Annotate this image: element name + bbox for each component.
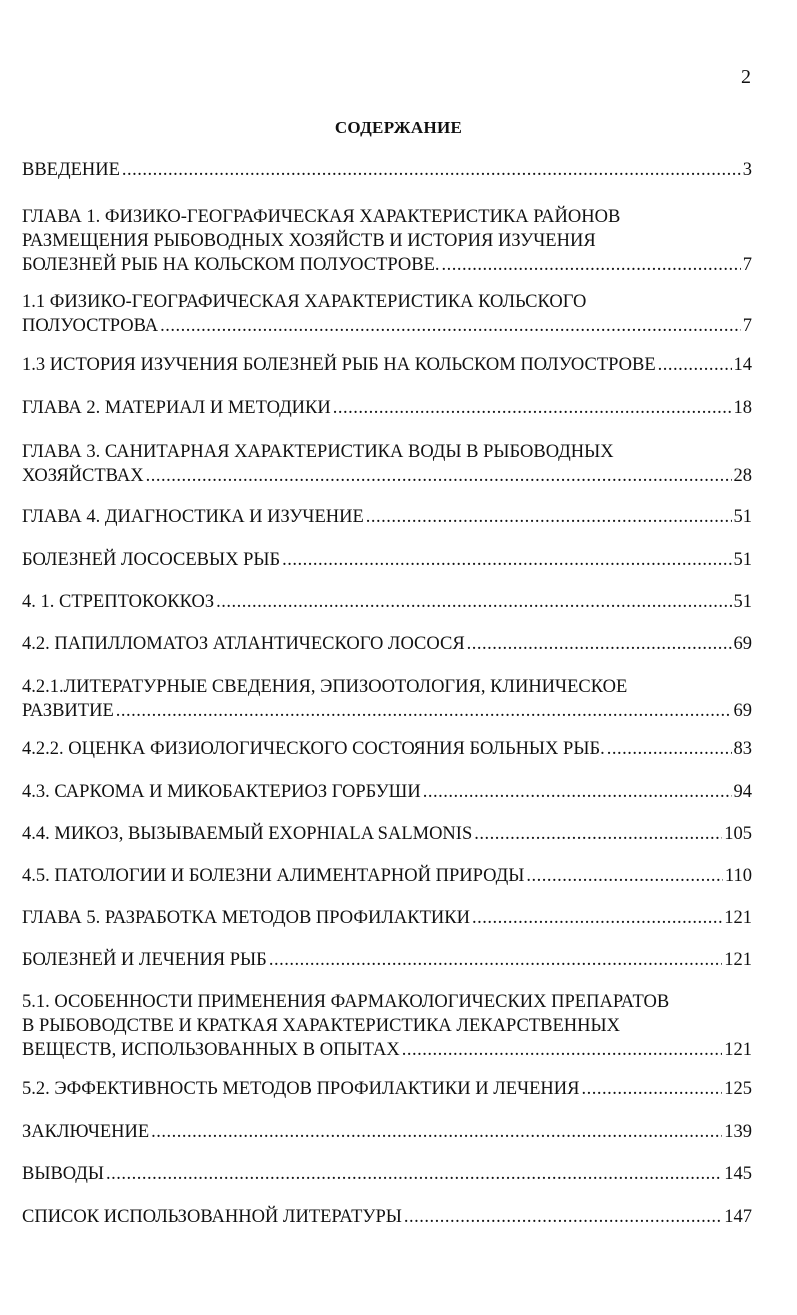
toc-entry <box>22 906 752 930</box>
toc-entry-page: 139 <box>724 1122 752 1142</box>
dot-leader <box>442 253 741 277</box>
toc-entry <box>22 990 752 1062</box>
toc-entry-row <box>22 906 752 930</box>
toc-entry-page: 14 <box>733 355 752 375</box>
toc-entry-label: БОЛЕЗНЕЙ И ЛЕЧЕНИЯ РЫБ <box>22 950 267 970</box>
dot-leader <box>333 396 732 420</box>
toc-entry-line: 1.1 ФИЗИКО-ГЕОГРАФИЧЕСКАЯ ХАРАКТЕРИСТИКА КОЛЬСКОГО <box>22 292 587 312</box>
toc-entry-row <box>22 314 752 338</box>
toc-entry <box>22 505 752 529</box>
toc-entry-row <box>22 158 752 182</box>
toc-entry-page: 51 <box>733 592 752 612</box>
toc-entry-page: 145 <box>724 1164 752 1184</box>
toc-entry-label: ГЛАВА 4. ДИАГНОСТИКА И ИЗУЧЕНИЕ <box>22 507 364 527</box>
dot-leader <box>423 780 732 804</box>
dot-leader <box>607 737 732 761</box>
toc-entry-row <box>22 864 752 888</box>
toc-entry-label: 4.2. ПАПИЛЛОМАТОЗ АТЛАНТИЧЕСКОГО ЛОСОСЯ <box>22 634 465 654</box>
toc-entry-label: 4.4. МИКОЗ, ВЫЗЫВАЕМЫЙ EXOPHIALA SALMONIS <box>22 824 473 844</box>
toc-entry-row <box>22 737 752 761</box>
toc-entry-row <box>22 948 752 972</box>
dot-leader <box>269 948 722 972</box>
toc-entry-line: ГЛАВА 3. САНИТАРНАЯ ХАРАКТЕРИСТИКА ВОДЫ В РЫБОВОДНЫХ <box>22 442 614 462</box>
toc-entry-label: ГЛАВА 5. РАЗРАБОТКА МЕТОДОВ ПРОФИЛАКТИКИ <box>22 908 470 928</box>
toc-entry-line: 4.2.1.ЛИТЕРАТУРНЫЕ СВЕДЕНИЯ, ЭПИЗООТОЛОГИЯ, КЛИНИЧЕСКОЕ <box>22 677 628 697</box>
toc-entry <box>22 1162 752 1186</box>
toc-entry <box>22 780 752 804</box>
toc-entry <box>22 590 752 614</box>
toc-entry-row <box>22 780 752 804</box>
toc-entry-label: СПИСОК ИСПОЛЬЗОВАННОЙ ЛИТЕРАТУРЫ <box>22 1207 402 1227</box>
toc-entry-row <box>22 548 752 572</box>
toc-entry-page: 51 <box>733 507 752 527</box>
toc-entry <box>22 675 752 723</box>
dot-leader <box>474 822 722 846</box>
dot-leader <box>116 699 732 723</box>
toc-entry-row <box>22 632 752 656</box>
toc-entry-row <box>22 1162 752 1186</box>
toc-entry <box>22 440 752 488</box>
dot-leader <box>658 353 732 377</box>
toc-entry-page: 51 <box>733 550 752 570</box>
toc-entry-row <box>22 253 752 277</box>
toc-entry <box>22 737 752 761</box>
toc-entry <box>22 290 752 338</box>
toc-entry-page: 125 <box>724 1079 752 1099</box>
toc-entry <box>22 822 752 846</box>
toc-entry-page: 28 <box>733 466 752 486</box>
toc-entry-row <box>22 590 752 614</box>
toc-entry <box>22 948 752 972</box>
toc-entry-row <box>22 505 752 529</box>
toc-entry-page: 7 <box>742 316 752 336</box>
toc-entry-label: ГЛАВА 2. МАТЕРИАЛ И МЕТОДИКИ <box>22 398 331 418</box>
toc-entry-page: 83 <box>733 739 752 759</box>
toc-entry-label: БОЛЕЗНЕЙ ЛОСОСЕВЫХ РЫБ <box>22 550 281 570</box>
toc-entry-page: 7 <box>742 255 752 275</box>
toc-entry-page: 94 <box>733 782 752 802</box>
toc-entry-line: ГЛАВА 1. ФИЗИКО-ГЕОГРАФИЧЕСКАЯ ХАРАКТЕРИСТИКА РАЙОНОВ <box>22 207 621 227</box>
toc-entry-label: РАЗВИТИЕ <box>22 701 114 721</box>
toc-entry <box>22 205 752 277</box>
dot-leader <box>402 1038 723 1062</box>
toc-entry-row <box>22 1120 752 1144</box>
toc-entry-label: ВЕЩЕСТВ, ИСПОЛЬЗОВАННЫХ В ОПЫТАХ <box>22 1040 400 1060</box>
toc-entry-label: 4.3. САРКОМА И МИКОБАКТЕРИОЗ ГОРБУШИ <box>22 782 421 802</box>
toc-entry-line: В РЫБОВОДСТВЕ И КРАТКАЯ ХАРАКТЕРИСТИКА ЛЕКАРСТВЕННЫХ <box>22 1016 620 1036</box>
dot-leader <box>160 314 741 338</box>
toc-entry-label: 4.5. ПАТОЛОГИИ И БОЛЕЗНИ АЛИМЕНТАРНОЙ ПРИРОДЫ <box>22 866 525 886</box>
toc-entry-label: ВЫВОДЫ <box>22 1164 105 1184</box>
toc-entry <box>22 632 752 656</box>
dot-leader <box>122 158 741 182</box>
toc-entry-row <box>22 1038 752 1062</box>
dot-leader <box>146 464 732 488</box>
toc-entry-label: ХОЗЯЙСТВАХ <box>22 466 144 486</box>
dot-leader <box>581 1077 722 1101</box>
toc-entry-label: 4.2.2. ОЦЕНКА ФИЗИОЛОГИЧЕСКОГО СОСТОЯНИЯ БОЛЬНЫХ РЫБ. <box>22 739 605 759</box>
toc-entry-row <box>22 1077 752 1101</box>
toc-entry-label: 1.3 ИСТОРИЯ ИЗУЧЕНИЯ БОЛЕЗНЕЙ РЫБ НА КОЛЬСКОМ ПОЛУОСТРОВЕ <box>22 355 656 375</box>
toc-entry-row <box>22 1205 752 1229</box>
toc-entry <box>22 158 752 182</box>
toc-entry-page: 69 <box>733 701 752 721</box>
toc-entry-row <box>22 822 752 846</box>
dot-leader <box>151 1120 722 1144</box>
toc-entry <box>22 548 752 572</box>
toc-entry-label: 4. 1. СТРЕПТОКОККОЗ <box>22 592 215 612</box>
dot-leader <box>282 548 731 572</box>
toc-entry-label: ЗАКЛЮЧЕНИЕ <box>22 1122 150 1142</box>
toc-entry-label: 5.2. ЭФФЕКТИВНОСТЬ МЕТОДОВ ПРОФИЛАКТИКИ И ЛЕЧЕНИЯ <box>22 1079 580 1099</box>
dot-leader <box>526 864 723 888</box>
dot-leader <box>216 590 731 614</box>
dot-leader <box>106 1162 722 1186</box>
toc-entry <box>22 1120 752 1144</box>
toc-entry-row <box>22 464 752 488</box>
toc-entry-page: 121 <box>724 908 752 928</box>
page-number: 2 <box>741 66 751 88</box>
toc-entry <box>22 396 752 420</box>
toc-entry-row <box>22 396 752 420</box>
toc-entry <box>22 1077 752 1101</box>
toc-entry-page: 121 <box>724 1040 752 1060</box>
toc-entry-page: 3 <box>742 160 752 180</box>
toc-entry <box>22 864 752 888</box>
toc-entry <box>22 1205 752 1229</box>
toc-entry-page: 121 <box>724 950 752 970</box>
toc-entry-page: 110 <box>724 866 752 886</box>
toc-entry-line: 5.1. ОСОБЕННОСТИ ПРИМЕНЕНИЯ ФАРМАКОЛОГИЧЕСКИХ ПРЕПАРАТОВ <box>22 992 670 1012</box>
toc-entry-row <box>22 353 752 377</box>
page-title: СОДЕРЖАНИЕ <box>334 118 463 137</box>
dot-leader <box>472 906 722 930</box>
toc-entry-page: 18 <box>733 398 752 418</box>
dot-leader <box>366 505 732 529</box>
toc-entry-line: РАЗМЕЩЕНИЯ РЫБОВОДНЫХ ХОЗЯЙСТВ И ИСТОРИЯ ИЗУЧЕНИЯ <box>22 231 596 251</box>
toc-entry-page: 69 <box>733 634 752 654</box>
toc-entry-page: 147 <box>724 1207 752 1227</box>
toc-entry-label: ВВЕДЕНИЕ <box>22 160 120 180</box>
toc-entry-label: БОЛЕЗНЕЙ РЫБ НА КОЛЬСКОМ ПОЛУОСТРОВЕ. <box>22 255 440 275</box>
toc-entry-row <box>22 699 752 723</box>
toc-entry-page: 105 <box>724 824 752 844</box>
toc-entry <box>22 353 752 377</box>
dot-leader <box>467 632 732 656</box>
dot-leader <box>404 1205 722 1229</box>
toc-entry-label: ПОЛУОСТРОВА <box>22 316 159 336</box>
